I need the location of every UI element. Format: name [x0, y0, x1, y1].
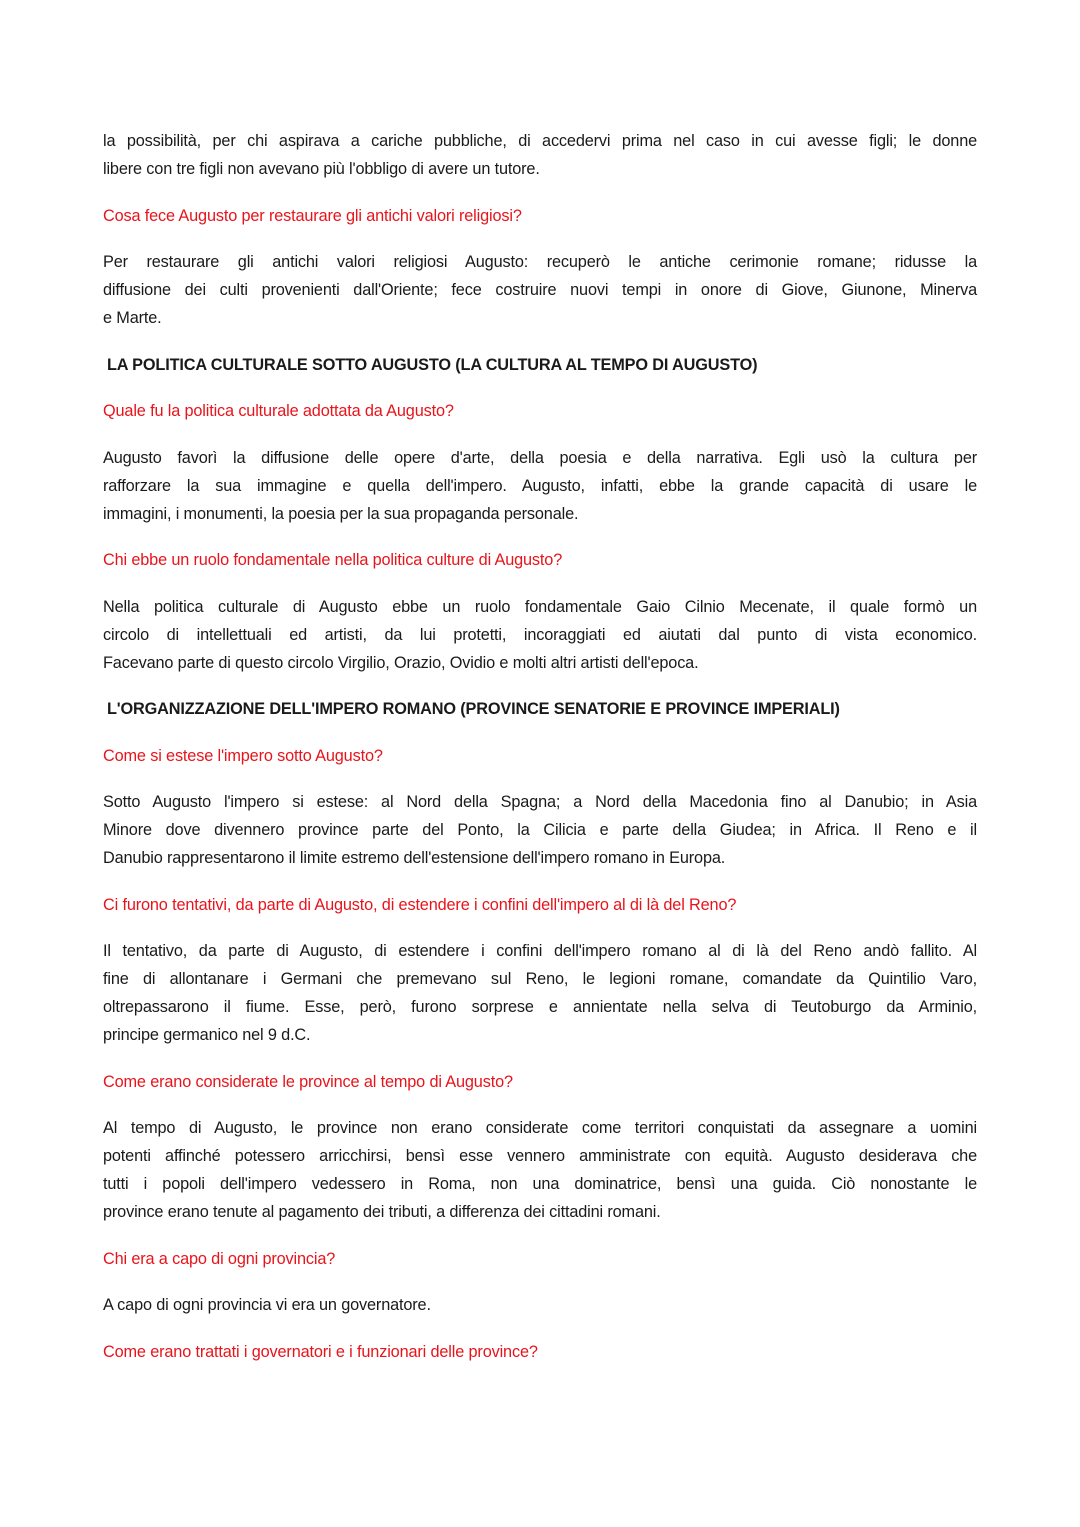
text-line: oltrepassarono il fiume. Esse, però, furono sorprese e annientate nella selva di Teutoburgo da Arminio, [103, 998, 977, 1016]
text-line: Augusto favorì la diffusione delle opere d'arte, della poesia e della narrativa. Egli usò la cultura per [103, 448, 977, 467]
text-line: province erano tenute al pagamento dei tributi, a differenza dei cittadini romani. [103, 1203, 661, 1221]
question-heading [103, 546, 977, 574]
text-line: principe germanico nel 9 d.C. [103, 1026, 311, 1044]
question-heading [103, 1338, 977, 1366]
paragraph [103, 788, 977, 872]
text-line: rafforzare la sua immagine e quella dell'impero. Augusto, infatti, ebbe la grande capacità di usare le [103, 476, 977, 495]
paragraph [103, 1291, 977, 1319]
text-line: Per restaurare gli antichi valori religiosi Augusto: recuperò le antiche cerimonie romane; ridusse la [103, 253, 977, 271]
text-line: Chi ebbe un ruolo fondamentale nella politica culture di Augusto? [103, 551, 563, 569]
text-line: Quale fu la politica culturale adottata da Augusto? [103, 402, 454, 420]
text-line: potenti affinché potessero arricchirsi, bensì esse vennero amministrate con equità. Augusto desiderava che [103, 1147, 977, 1165]
question-heading [103, 397, 977, 425]
text-line: L'ORGANIZZAZIONE DELL'IMPERO ROMANO (PROVINCE SENATORIE E PROVINCE IMPERIALI) [107, 700, 840, 718]
paragraph [103, 593, 977, 677]
text-line: Chi era a capo di ogni provincia? [103, 1249, 336, 1268]
text-line: tutti i popoli dell'impero vedessero in Roma, non una dominatrice, bensì una guida. Ciò nonostante le [103, 1175, 977, 1193]
question-heading [103, 1068, 977, 1096]
question-heading [103, 1245, 977, 1273]
question-heading [103, 202, 977, 230]
text-line: Il tentativo, da parte di Augusto, di estendere i confini dell'impero romano al di là del Reno andò fallito. Al [103, 942, 977, 960]
question-heading [103, 891, 977, 919]
text-line: A capo di ogni provincia vi era un governatore. [103, 1296, 431, 1314]
question-heading [103, 742, 977, 770]
text-line: Al tempo di Augusto, le province non erano considerate come territori conquistati da assegnare a uomini [103, 1119, 977, 1137]
text-line: e Marte. [103, 309, 162, 327]
text-line: la possibilità, per chi aspirava a cariche pubbliche, di accedervi prima nel caso in cui avesse figli; le donne [103, 132, 977, 150]
paragraph [103, 444, 977, 528]
paragraph [103, 248, 977, 332]
text-line: Minore dove divennero province parte del Ponto, la Cilicia e parte della Giudea; in Africa. Il Reno e il [103, 821, 977, 839]
paragraph [103, 1114, 977, 1226]
paragraph [103, 127, 977, 183]
text-line: libere con tre figli non avevano più l'obbligo di avere un tutore. [103, 160, 540, 178]
text-line: fine di allontanare i Germani che premevano sul Reno, le legioni romane, comandate da Quintilio Varo, [103, 970, 977, 988]
document-page [103, 127, 977, 1384]
text-line: LA POLITICA CULTURALE SOTTO AUGUSTO (LA CULTURA AL TEMPO DI AUGUSTO) [107, 355, 758, 374]
text-line: Ci furono tentativi, da parte di Augusto, di estendere i confini dell'impero al di là del Reno? [103, 895, 737, 914]
text-line: Come si estese l'impero sotto Augusto? [103, 746, 383, 765]
paragraph [103, 937, 977, 1049]
text-line: Danubio rappresentarono il limite estremo dell'estensione dell'impero romano in Europa. [103, 849, 726, 867]
text-line: Nella politica culturale di Augusto ebbe un ruolo fondamentale Gaio Cilnio Mecenate, il quale formò un [103, 597, 977, 616]
text-line: Cosa fece Augusto per restaurare gli antichi valori religiosi? [103, 206, 522, 225]
text-line: circolo di intellettuali ed artisti, da lui protetti, incoraggiati ed aiutati dal punto di vista economico. [103, 625, 977, 644]
text-line: immagini, i monumenti, la poesia per la sua propaganda personale. [103, 504, 579, 523]
text-line: diffusione dei culti provenienti dall'Oriente; fece costruire nuovi tempi in onore di Giove, Giunone, Minerva [103, 281, 977, 299]
text-line: Come erano trattati i governatori e i funzionari delle province? [103, 1342, 538, 1361]
section-heading [103, 695, 977, 723]
text-line: Facevano parte di questo circolo Virgilio, Orazio, Ovidio e molti altri artisti dell'epoca. [103, 653, 699, 672]
text-line: Sotto Augusto l'impero si estese: al Nord della Spagna; a Nord della Macedonia fino al Danubio; in Asia [103, 793, 977, 811]
text-line: Come erano considerate le province al tempo di Augusto? [103, 1072, 513, 1091]
section-heading [103, 351, 977, 379]
